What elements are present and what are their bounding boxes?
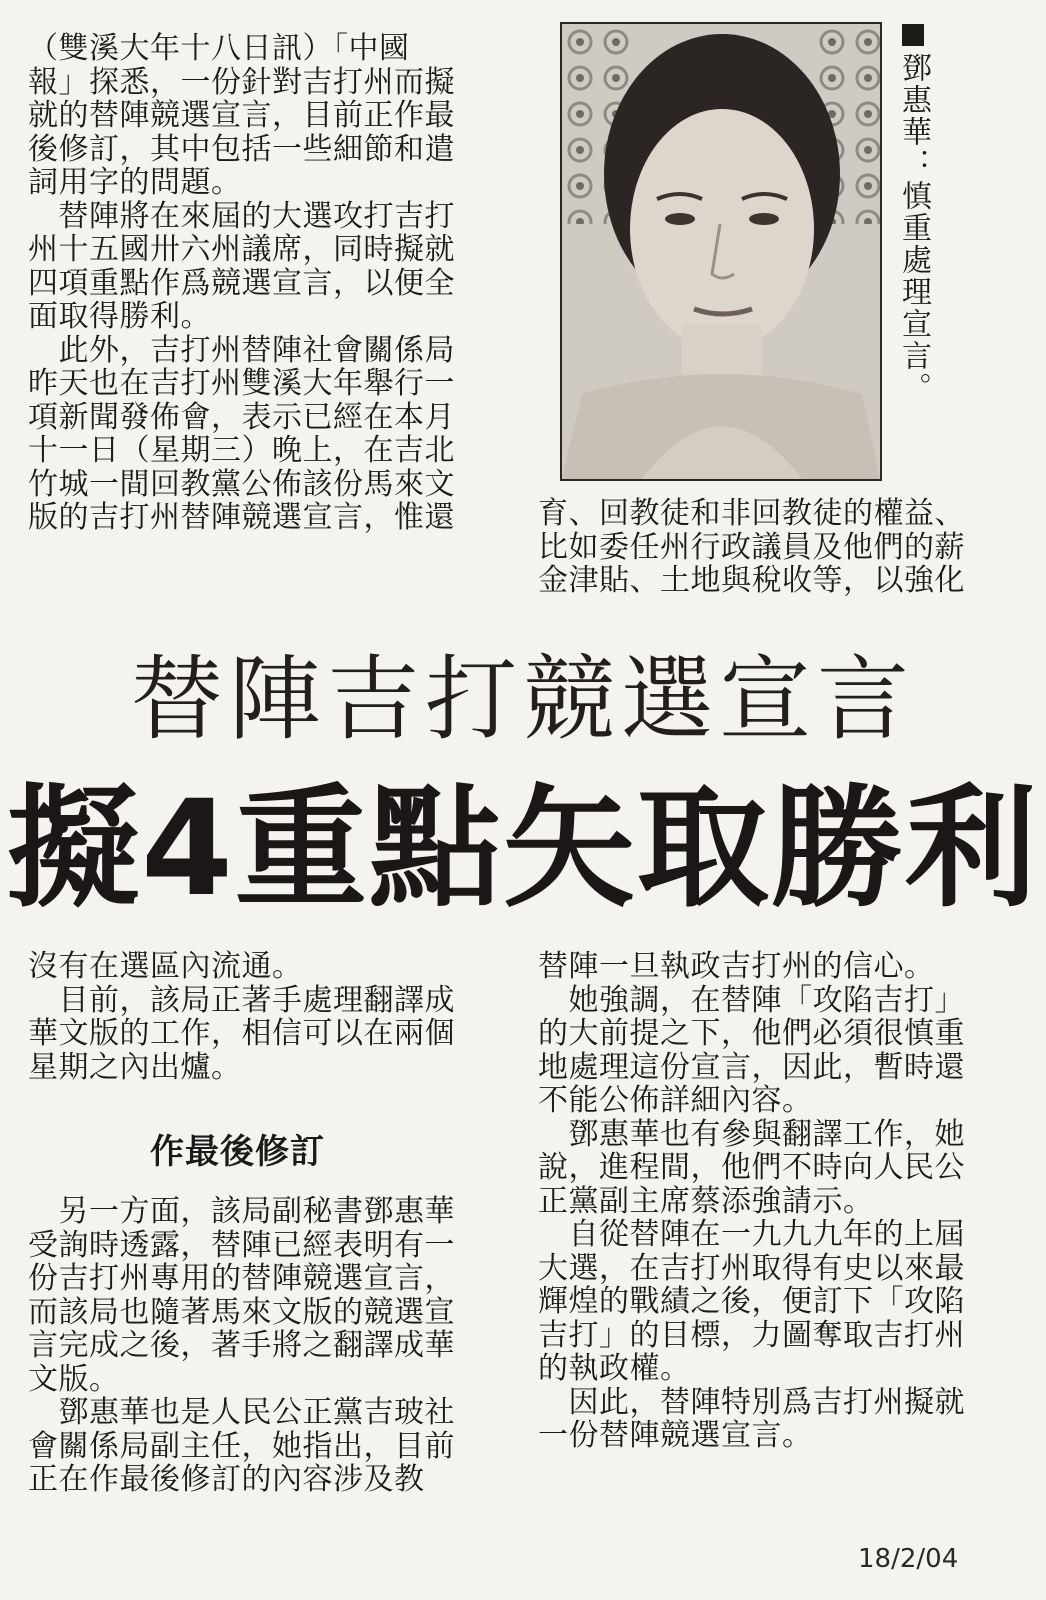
text-line: 說，進程間，他們不時向人民公 [538, 1150, 965, 1185]
text-line: 目前，該局正著手處理翻譯成 [28, 982, 455, 1018]
text-line: 育、回教徒和非回教徒的權益、 [538, 496, 965, 531]
text-line: 而該局也隨著馬來文版的競選宣 [28, 1294, 455, 1330]
text-line: 言完成之後，著手將之翻譯成華 [28, 1328, 455, 1363]
subheading: 作最後修訂 [150, 1132, 325, 1172]
text-line: 文版。 [28, 1361, 120, 1397]
text-line: 比如委任州行政議員及他們的薪 [538, 529, 965, 565]
text-line: 因此，替陣特別爲吉打州擬就 [538, 1384, 965, 1420]
text-line: 四項重點作爲競選宣言，以便全 [28, 265, 455, 301]
text-line: 會關係局副主任，她指出，目前 [28, 1428, 455, 1464]
text-line: 竹城一間回教黨公佈該份馬來文 [28, 466, 455, 502]
headline-secondary: 擬4重點矢取勝利 [7, 772, 1039, 926]
text-line: 受詢時透露，替陣已經表明有一 [28, 1227, 455, 1263]
text-line: 版的吉打州替陣競選宣言，惟還 [28, 500, 455, 535]
text-line: 份吉打州專用的替陣競選宣言， [28, 1261, 455, 1296]
text-line: 替陣將在來屆的大選攻打吉打 [28, 198, 455, 234]
article-column-right-top [538, 497, 1013, 598]
text-line: 就的替陣競選宣言，目前正作最 [28, 98, 455, 133]
text-line: 自從替陣在一九九九年的上屆 [538, 1217, 965, 1252]
text-line: 吉打」的目標，力圖奪取吉打州 [538, 1317, 965, 1353]
text-line: 大選，在吉打州取得有史以來最 [538, 1250, 965, 1286]
text-line: 不能公佈詳細內容。 [538, 1083, 813, 1118]
text-line: 詞用字的問題。 [28, 165, 242, 200]
text-line: 地處理這份宣言，因此，暫時還 [538, 1049, 965, 1085]
text-line: 另一方面，該局副秘書鄧惠華 [28, 1194, 455, 1229]
text-line: 此外，吉打州替陣社會關係局 [28, 332, 455, 368]
text-line: 她強調，在替陣「攻陷吉打」 [538, 982, 965, 1018]
article-column-left-bottom [28, 950, 508, 1084]
photo-caption [893, 24, 931, 404]
text-line: 的大前提之下，他們必須很慎重 [538, 1016, 965, 1051]
text-line: 星期之內出爐。 [28, 1049, 242, 1085]
text-line: 正在作最後修訂的內容涉及教 [28, 1462, 425, 1497]
dateline: 18/2/04 [858, 1544, 959, 1574]
text-line: 華文版的工作，相信可以在兩個 [28, 1016, 455, 1051]
text-line: 十一日（星期三）晚上，在吉北 [28, 433, 455, 468]
text-line: 報」探悉，一份針對吉打州而擬 [28, 64, 455, 100]
caption-text: 鄧惠華：慎重處理宣言。 [896, 52, 931, 404]
portrait-image [562, 24, 880, 479]
text-line: 替陣一旦執政吉打州的信心。 [538, 949, 935, 984]
portrait-photo [560, 22, 882, 481]
text-line: 金津貼、土地與稅收等，以強化 [538, 563, 965, 598]
text-line: （雙溪大年十八日訊）「中國 [28, 31, 410, 66]
text-line: 一份替陣競選宣言。 [538, 1418, 813, 1453]
text-line: 鄧惠華也是人民公正黨吉玻社 [28, 1395, 455, 1430]
text-line: 輝煌的戰績之後，便訂下「攻陷 [538, 1284, 965, 1319]
text-line: 沒有在選區內流通。 [28, 949, 303, 984]
text-line: 後修訂，其中包括一些細節和遣 [28, 131, 455, 167]
text-line: 州十五國卅六州議席，同時擬就 [28, 232, 455, 267]
headline-primary: 替陣吉打競選宣言 [130, 646, 915, 753]
article-column-left-top [28, 32, 498, 535]
article-column-left-bottom-continued [28, 1195, 508, 1497]
text-line: 正黨副主席蔡添強請示。 [538, 1183, 874, 1219]
text-line: 項新聞發佈會，表示已經在本月 [28, 399, 455, 435]
text-line: 面取得勝利。 [28, 299, 211, 334]
caption-marker-icon [902, 24, 924, 46]
text-line: 鄧惠華也有參與翻譯工作，她 [538, 1116, 965, 1152]
text-line: 的執政權。 [538, 1351, 691, 1386]
text-line: 昨天也在吉打州雙溪大年舉行一 [28, 366, 455, 401]
article-column-right-bottom [538, 950, 1018, 1453]
